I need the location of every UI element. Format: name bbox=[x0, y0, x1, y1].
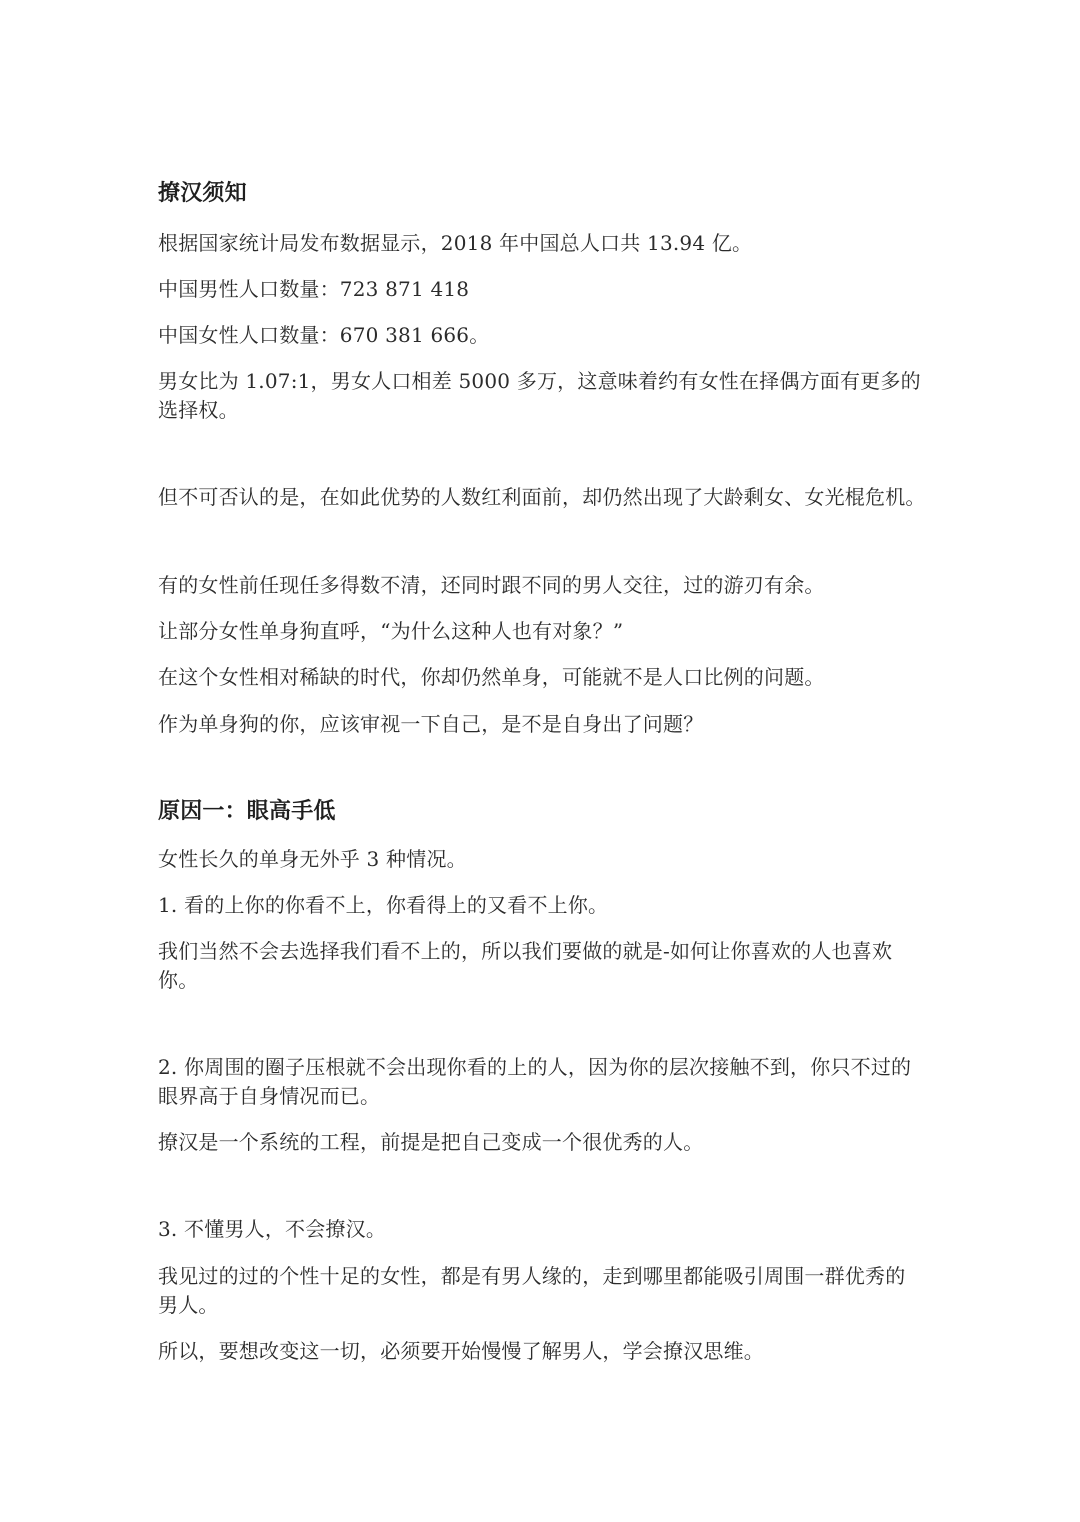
paragraph-line: 女性长久的单身无外乎 3 种情况。 bbox=[158, 847, 467, 871]
paragraph-line: 2. 你周围的圈子压根就不会出现你看的上的人，因为你的层次接触不到，你只不过的 bbox=[158, 1055, 912, 1079]
paragraph-line: 选择权。 bbox=[158, 398, 239, 422]
paragraph-line: 我见过的过的个性十足的女性，都是有男人缘的，走到哪里都能吸引周围一群优秀的 bbox=[158, 1264, 906, 1288]
paragraph-line: 根据国家统计局发布数据显示，2018 年中国总人口共 13.94 亿。 bbox=[158, 231, 753, 255]
paragraph-line: 让部分女性单身狗直呼，“为什么这种人也有对象？” bbox=[158, 619, 624, 643]
paragraph-line: 中国女性人口数量：670 381 666。 bbox=[158, 323, 490, 347]
paragraph-line: 在这个女性相对稀缺的时代，你却仍然单身，可能就不是人口比例的问题。 bbox=[158, 665, 825, 689]
paragraph-line: 撩汉是一个系统的工程，前提是把自己变成一个很优秀的人。 bbox=[158, 1130, 704, 1154]
paragraph-line: 中国男性人口数量：723 871 418 bbox=[158, 277, 470, 301]
section-heading: 原因一：眼高手低 bbox=[158, 799, 336, 824]
paragraph-line: 3. 不懂男人，不会撩汉。 bbox=[158, 1217, 387, 1241]
page-title: 撩汉须知 bbox=[158, 181, 247, 206]
paragraph-line: 我们当然不会去选择我们看不上的，所以我们要做的就是-如何让你喜欢的人也喜欢 bbox=[158, 939, 893, 963]
paragraph-line: 1. 看的上你的你看不上，你看得上的又看不上你。 bbox=[158, 893, 609, 917]
paragraph-line: 男女比为 1.07:1，男女人口相差 5000 多万，这意味着约有女性在择偶方面有更多的 bbox=[158, 369, 921, 393]
paragraph-line: 男人。 bbox=[158, 1293, 219, 1317]
paragraph-line: 作为单身狗的你，应该审视一下自己，是不是自身出了问题？ bbox=[158, 712, 704, 736]
paragraph-line: 但不可否认的是，在如此优势的人数红利面前，却仍然出现了大龄剩女、女光棍危机。 bbox=[158, 485, 926, 509]
document-page bbox=[158, 0, 958, 1522]
paragraph-line: 有的女性前任现任多得数不清，还同时跟不同的男人交往，过的游刃有余。 bbox=[158, 573, 825, 597]
paragraph-line: 眼界高于自身情况而已。 bbox=[158, 1084, 381, 1108]
paragraph-line: 你。 bbox=[158, 968, 199, 992]
paragraph-line: 所以，要想改变这一切，必须要开始慢慢了解男人，学会撩汉思维。 bbox=[158, 1339, 764, 1363]
